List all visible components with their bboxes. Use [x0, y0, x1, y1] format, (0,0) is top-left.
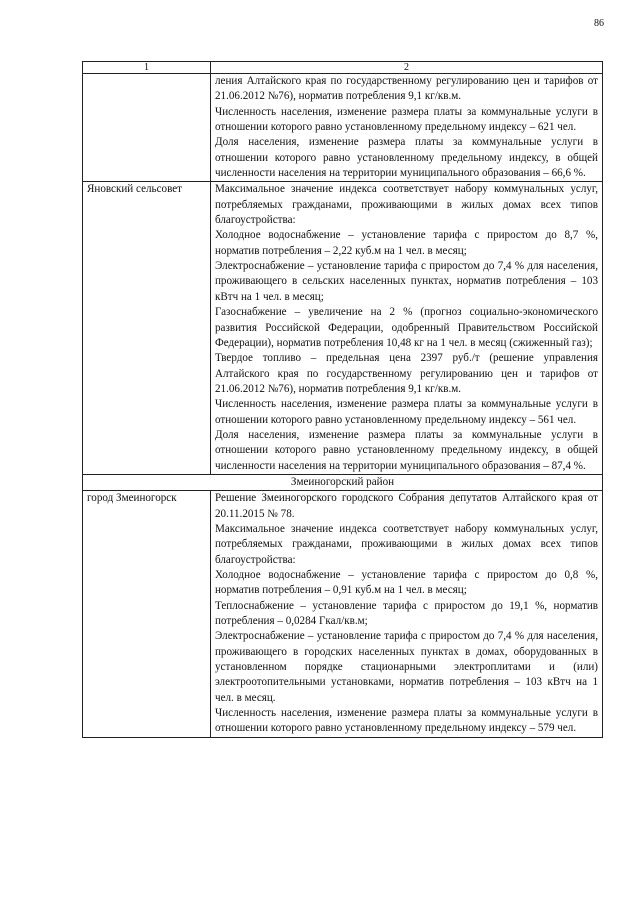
table-header-row	[83, 62, 603, 74]
municipality-name: город Змеиногорск	[83, 491, 211, 738]
header-col-2: 2	[211, 62, 603, 74]
paragraph: Холодное водоснабжение – установление тарифа с приростом до 8,7 %, норматив потребления – 2,22 куб.м на 1 чел. в месяц;	[215, 229, 598, 257]
table-row	[83, 74, 603, 182]
paragraph: Газоснабжение – увеличение на 2 % (прогноз социально-экономического развития Российской Федерации, одобренный Правительством Российской Федерации), норматив потребления 10,48 кг на 1 чел. в месяц (сжиженный газ);	[215, 306, 598, 349]
page-number: 86	[594, 18, 604, 29]
section-row	[83, 474, 603, 490]
table-row	[83, 182, 603, 475]
paragraph: Численность населения, изменение размера платы за коммунальные услуги в отношении которого равно установленному предельному индексу – 579 чел.	[215, 707, 598, 735]
paragraph: Твердое топливо – предельная цена 2397 руб./т (решение управления Алтайского края по государственному регулированию цен и тарифов от 21.06.2012 №76), норматив потребления 9,1 кг/кв.м.	[215, 352, 598, 395]
tariff-table	[82, 61, 603, 738]
paragraph: Максимальное значение индекса соответствует набору коммунальных услуг, потребляемых гражданами, проживающими в жилых домах всех типов благоустройства:	[215, 522, 598, 566]
paragraph: ления Алтайского края по государственному регулированию цен и тарифов от 21.06.2012 №76), норматив потребления 9,1 кг/кв.м.	[215, 75, 598, 103]
paragraph: Холодное водоснабжение – установление тарифа с приростом до 0,8 %, норматив потребления – 0,91 куб.м на 1 чел. в месяц;	[215, 569, 598, 597]
paragraph: Теплоснабжение – установление тарифа с приростом до 19,1 %, норматив потребления – 0,0284 Гкал/кв.м;	[215, 599, 598, 628]
paragraph: Электроснабжение – установление тарифа с приростом до 7,4 % для населения, проживающего в сельских населенных пунктах, норматив потребления – 103 кВтч на 1 чел. в месяц;	[215, 260, 598, 303]
paragraph: Максимальное значение индекса соответствует набору коммунальных услуг, потребляемых гражданами, проживающими в жилых домах всех типов благоустройства:	[215, 183, 598, 227]
paragraph: Численность населения, изменение размера платы за коммунальные услуги в отношении которого равно установленному предельному индексу – 561 чел.	[215, 398, 598, 426]
district-heading: Змеиногорский район	[83, 474, 603, 490]
tariff-description	[211, 74, 603, 182]
header-col-1: 1	[83, 62, 211, 74]
paragraph: Решение Змеиногорского городского Собрания депутатов Алтайского края от 20.11.2015 № 78.	[215, 492, 598, 520]
paragraph: Доля населения, изменение размера платы за коммунальные услуги в отношении которого равно установленному предельному индексу, в общей численности населения на территории муниципального образования – 66,6 %.	[215, 136, 598, 180]
tariff-description	[211, 182, 603, 475]
paragraph: Доля населения, изменение размера платы за коммунальные услуги в отношении которого равно установленному предельному индексу, в общей численности населения на территории муниципального образования – 87,4 %.	[215, 428, 598, 472]
municipality-name: Яновский сельсовет	[83, 182, 211, 475]
table-row	[83, 491, 603, 738]
paragraph: Численность населения, изменение размера платы за коммунальные услуги в отношении которого равно установленному предельному индексу – 621 чел.	[215, 105, 598, 134]
tariff-description	[211, 491, 603, 738]
paragraph: Электроснабжение – установление тарифа с приростом до 7,4 % для населения, проживающего в городских населенных пунктах в домах, оборудованных в установленном порядке стационарными электроплитами и (или) электроотопительными установками, норматив потребления – 103 кВтч на 1 чел. в месяц.	[215, 630, 598, 704]
municipality-name	[83, 74, 211, 182]
